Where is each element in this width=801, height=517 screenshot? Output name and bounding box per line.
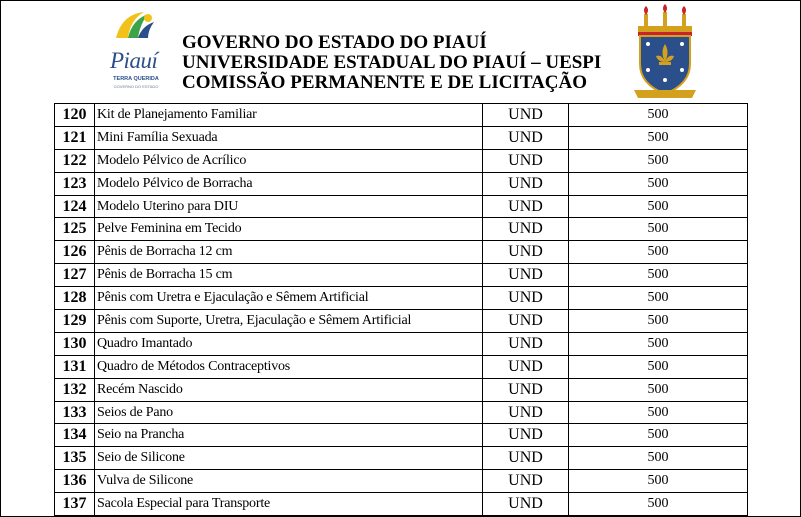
item-description-cell: Mini Família Sexuada <box>95 126 483 149</box>
item-description-cell: Modelo Pélvico de Acrílico <box>95 149 483 172</box>
item-number-cell: 122 <box>55 149 95 172</box>
item-quantity-cell: 500 <box>569 126 748 149</box>
header-line-government: GOVERNO DO ESTADO DO PIAUÍ <box>182 32 487 53</box>
table-row <box>55 447 748 470</box>
item-description-cell: Pênis de Borracha 12 cm <box>95 241 483 264</box>
item-description-cell: Recém Nascido <box>95 378 483 401</box>
piaui-state-logo <box>104 8 166 98</box>
item-number-cell: 133 <box>55 401 95 424</box>
item-quantity-cell: 500 <box>569 355 748 378</box>
item-quantity-cell: 500 <box>569 401 748 424</box>
item-unit-cell: UND <box>483 149 569 172</box>
logo-tagline: TERRA QUERIDA <box>113 76 159 82</box>
logo-subline: GOVERNO DO ESTADO <box>113 84 159 89</box>
table-row <box>55 470 748 493</box>
item-unit-cell: UND <box>483 172 569 195</box>
table-row <box>55 332 748 355</box>
item-number-cell: 129 <box>55 310 95 333</box>
item-description-cell: Seios de Pano <box>95 401 483 424</box>
item-quantity-cell: 500 <box>569 264 748 287</box>
item-quantity-cell: 500 <box>569 218 748 241</box>
item-quantity-cell: 500 <box>569 195 748 218</box>
item-unit-cell: UND <box>483 241 569 264</box>
item-quantity-cell: 500 <box>569 447 748 470</box>
item-description-cell: Quadro Imantado <box>95 332 483 355</box>
item-description-cell: Seio de Silicone <box>95 447 483 470</box>
table-row <box>55 218 748 241</box>
item-quantity-cell: 500 <box>569 241 748 264</box>
item-number-cell: 134 <box>55 424 95 447</box>
item-unit-cell: UND <box>483 378 569 401</box>
table-row <box>55 424 748 447</box>
item-unit-cell: UND <box>483 424 569 447</box>
table-row <box>55 310 748 333</box>
item-number-cell: 132 <box>55 378 95 401</box>
item-description-cell: Pelve Feminina em Tecido <box>95 218 483 241</box>
document-header <box>182 33 601 93</box>
table-row <box>55 264 748 287</box>
logo-wordmark: Piauí <box>110 48 158 73</box>
item-description-cell: Pênis com Uretra e Ejaculação e Sêmem Artificial <box>95 287 483 310</box>
item-quantity-cell: 500 <box>569 493 748 516</box>
table-row <box>55 401 748 424</box>
table-row <box>55 149 748 172</box>
table-row <box>55 241 748 264</box>
item-number-cell: 131 <box>55 355 95 378</box>
item-quantity-cell: 500 <box>569 332 748 355</box>
item-number-cell: 123 <box>55 172 95 195</box>
items-table-body <box>55 104 748 516</box>
item-number-cell: 120 <box>55 104 95 127</box>
item-description-cell: Vulva de Silicone <box>95 470 483 493</box>
item-number-cell: 127 <box>55 264 95 287</box>
item-quantity-cell: 500 <box>569 424 748 447</box>
item-number-cell: 136 <box>55 470 95 493</box>
item-unit-cell: UND <box>483 264 569 287</box>
item-unit-cell: UND <box>483 218 569 241</box>
item-quantity-cell: 500 <box>569 310 748 333</box>
table-row <box>55 493 748 516</box>
item-unit-cell: UND <box>483 287 569 310</box>
item-number-cell: 128 <box>55 287 95 310</box>
table-row <box>55 378 748 401</box>
item-unit-cell: UND <box>483 310 569 333</box>
item-unit-cell: UND <box>483 401 569 424</box>
item-description-cell: Pênis com Suporte, Uretra, Ejaculação e Sêmem Artificial <box>95 310 483 333</box>
item-number-cell: 135 <box>55 447 95 470</box>
item-description-cell: Pênis de Borracha 15 cm <box>95 264 483 287</box>
table-row <box>55 195 748 218</box>
item-quantity-cell: 500 <box>569 172 748 195</box>
item-unit-cell: UND <box>483 493 569 516</box>
header-line-university: UNIVERSIDADE ESTADUAL DO PIAUÍ – UESPI <box>182 52 602 73</box>
item-quantity-cell: 500 <box>569 104 748 127</box>
header-line-commission: COMISSÃO PERMANENTE E DE LICITAÇÃO <box>182 72 588 93</box>
item-quantity-cell: 500 <box>569 470 748 493</box>
item-number-cell: 126 <box>55 241 95 264</box>
item-description-cell: Quadro de Métodos Contraceptivos <box>95 355 483 378</box>
item-number-cell: 121 <box>55 126 95 149</box>
items-table <box>54 103 748 516</box>
item-description-cell: Kit de Planejamento Familiar <box>95 104 483 127</box>
item-quantity-cell: 500 <box>569 287 748 310</box>
item-unit-cell: UND <box>483 104 569 127</box>
item-quantity-cell: 500 <box>569 149 748 172</box>
item-unit-cell: UND <box>483 126 569 149</box>
item-unit-cell: UND <box>483 332 569 355</box>
item-quantity-cell: 500 <box>569 378 748 401</box>
item-description-cell: Modelo Pélvico de Borracha <box>95 172 483 195</box>
item-unit-cell: UND <box>483 447 569 470</box>
table-row <box>55 104 748 127</box>
item-number-cell: 130 <box>55 332 95 355</box>
item-unit-cell: UND <box>483 195 569 218</box>
table-row <box>55 287 748 310</box>
item-unit-cell: UND <box>483 355 569 378</box>
table-row <box>55 172 748 195</box>
item-number-cell: 137 <box>55 493 95 516</box>
table-row <box>55 355 748 378</box>
item-description-cell: Sacola Especial para Transporte <box>95 493 483 516</box>
item-number-cell: 124 <box>55 195 95 218</box>
item-description-cell: Seio na Prancha <box>95 424 483 447</box>
item-number-cell: 125 <box>55 218 95 241</box>
item-description-cell: Modelo Uterino para DIU <box>95 195 483 218</box>
table-row <box>55 126 748 149</box>
uespi-crest-icon <box>630 4 700 100</box>
item-unit-cell: UND <box>483 470 569 493</box>
